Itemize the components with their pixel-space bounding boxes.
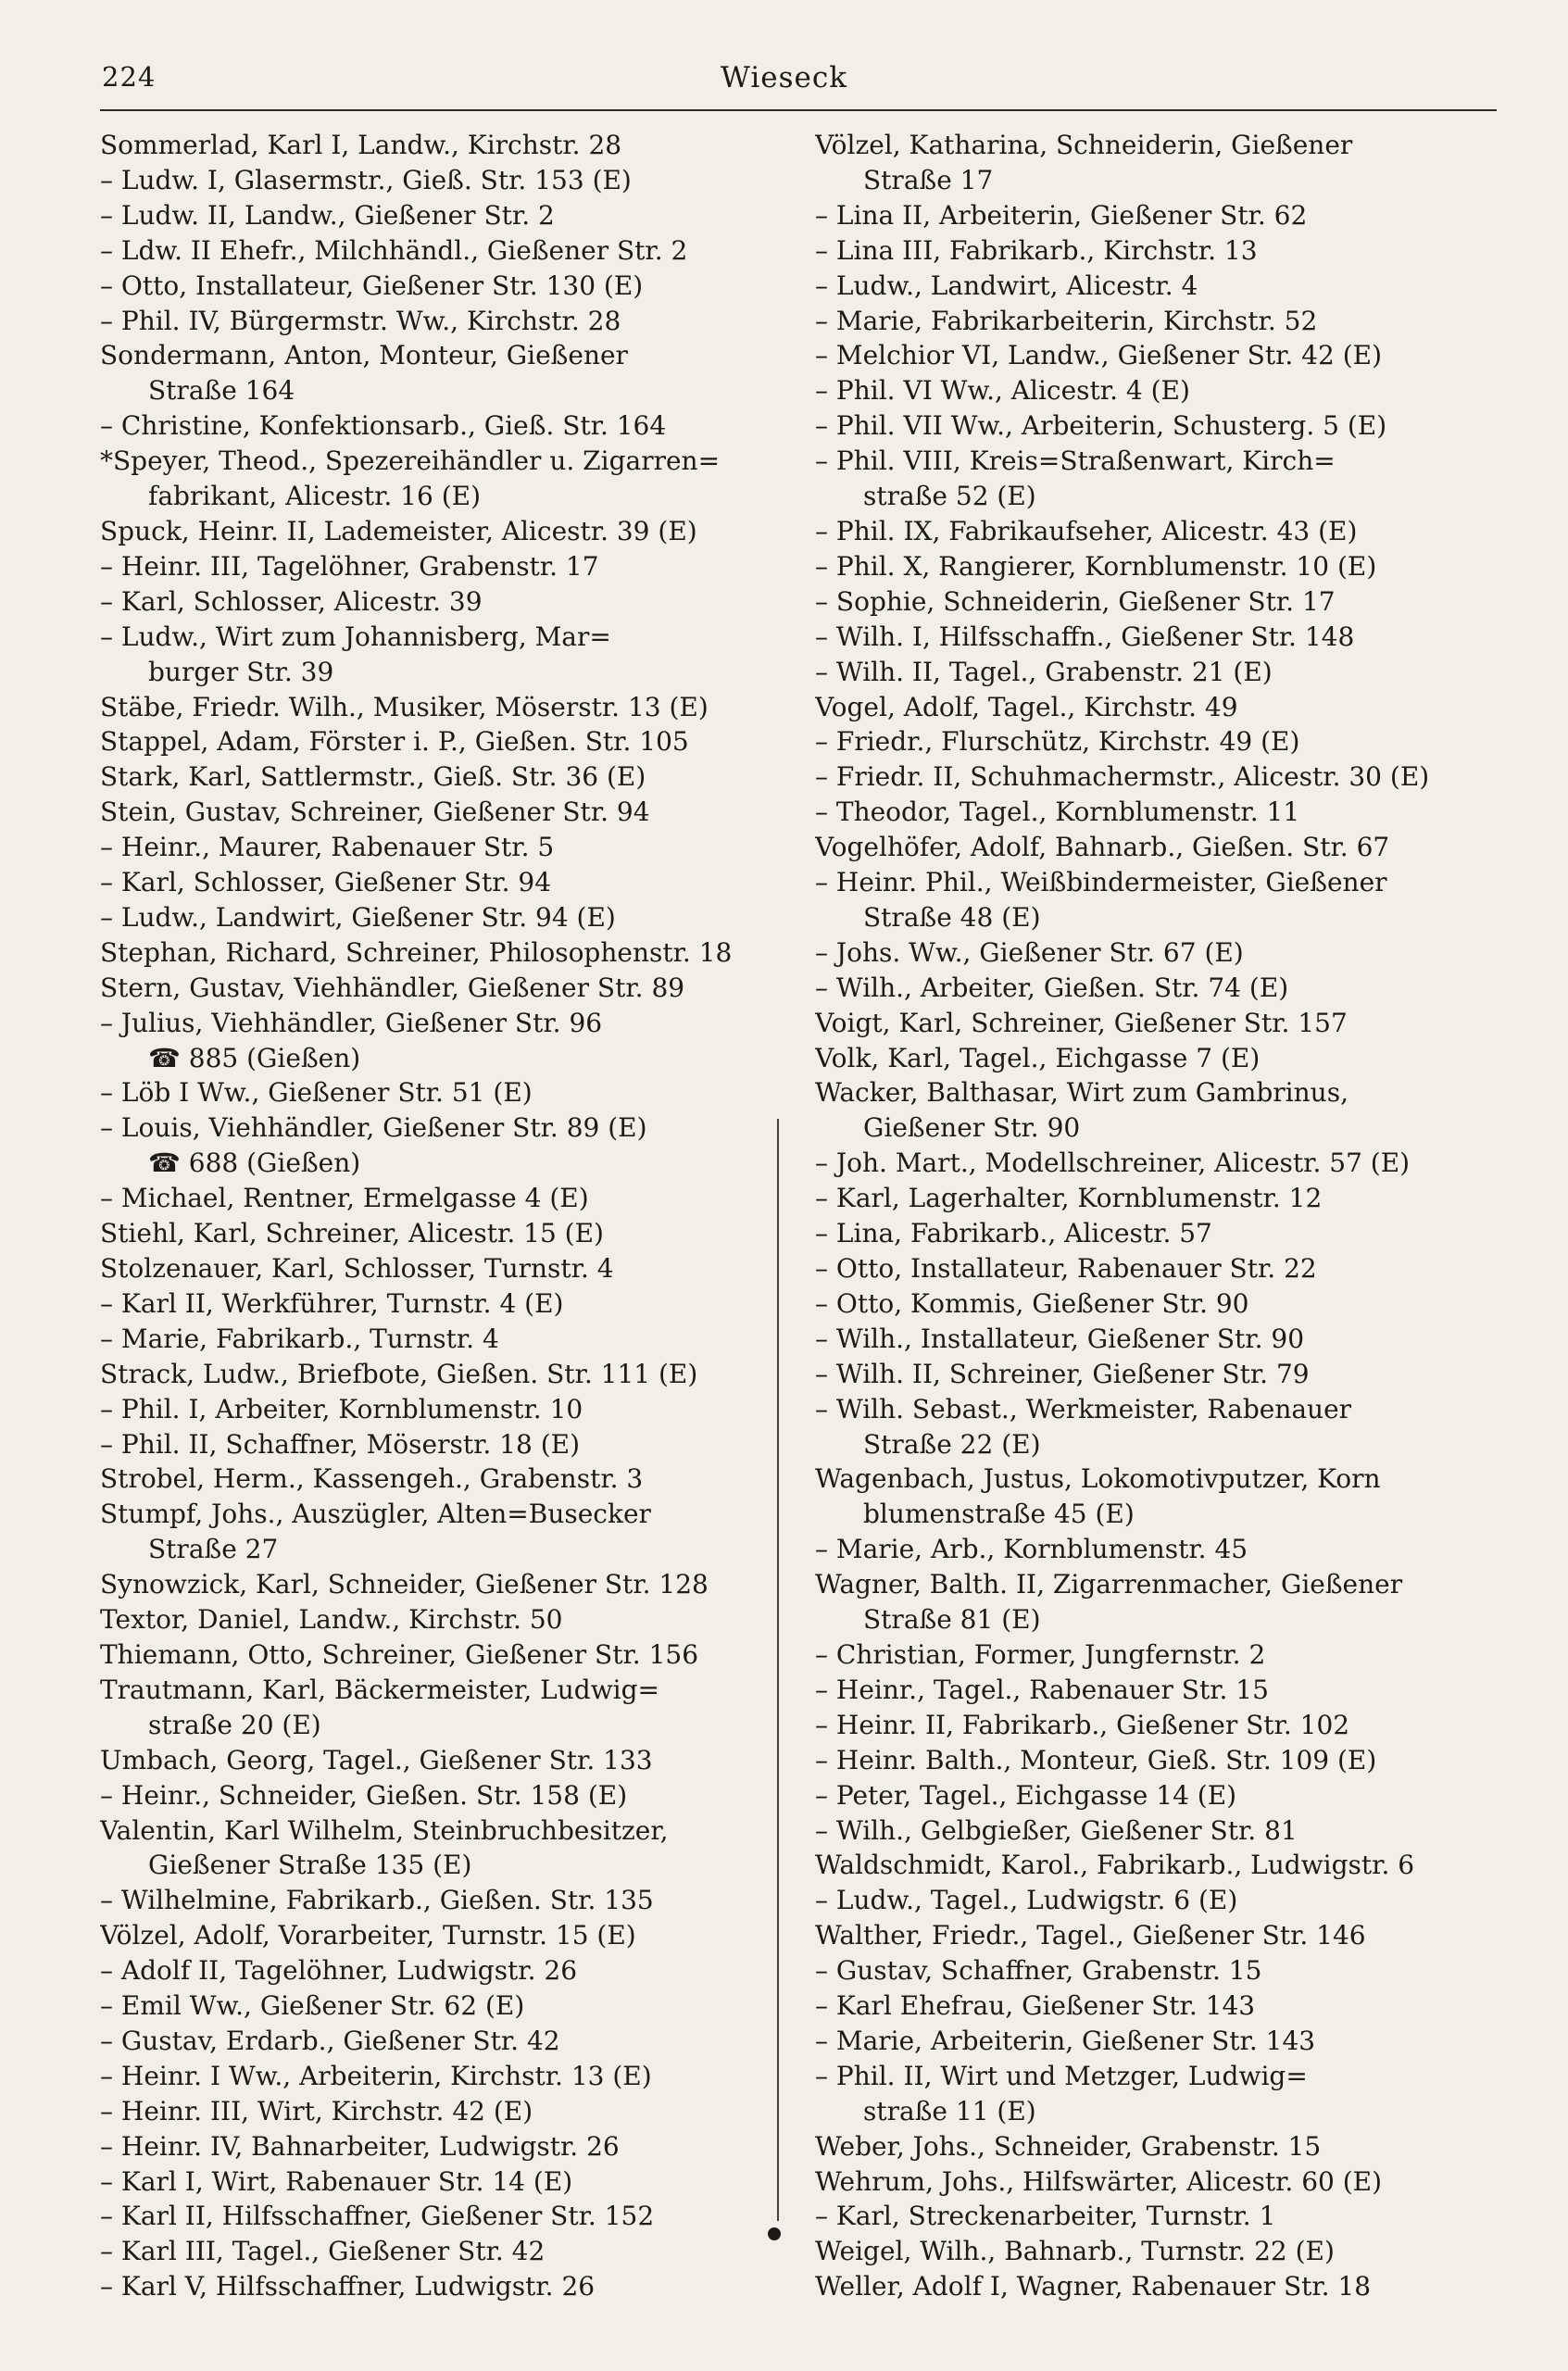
- directory-entry: Weber, Johs., Schneider, Grabenstr. 15: [815, 2130, 1322, 2162]
- directory-entry: Sommerlad, Karl I, Landw., Kirchstr. 28: [100, 130, 622, 160]
- directory-entry: Textor, Daniel, Landw., Kirchstr. 50: [100, 1604, 563, 1636]
- directory-entry: – Karl III, Tagel., Gießener Str. 42: [100, 2236, 546, 2267]
- directory-entry: – Phil. X, Rangierer, Kornblumenstr. 10 (E): [815, 550, 1377, 582]
- directory-entry: – Heinr. IV, Bahnarbeiter, Ludwigstr. 26: [100, 2130, 620, 2162]
- directory-entry: – Karl II, Hilfsschaffner, Gießener Str. 152: [100, 2201, 655, 2232]
- directory-entry: – Wilh., Arbeiter, Gießen. Str. 74 (E): [815, 972, 1289, 1003]
- directory-entry: – Ludw., Landwirt, Alicestr. 4: [815, 270, 1198, 301]
- directory-entry: Gießener Straße 135 (E): [148, 1850, 472, 1881]
- directory-entry: – Gustav, Erdarb., Gießener Str. 42: [100, 2025, 560, 2056]
- directory-entry: – Karl V, Hilfsschaffner, Ludwigstr. 26: [100, 2271, 596, 2302]
- directory-entry: – Karl, Schlosser, Alicestr. 39: [100, 585, 483, 617]
- directory-entry: Waldschmidt, Karol., Fabrikarb., Ludwigstr. 6: [815, 1850, 1415, 1881]
- directory-entry: Straße 27: [148, 1534, 279, 1565]
- directory-entry: – Heinr., Tagel., Rabenauer Str. 15: [815, 1674, 1269, 1705]
- directory-entry: – Heinr. I Ww., Arbeiterin, Kirchstr. 13 (E): [100, 2060, 652, 2091]
- directory-entry: Vogel, Adolf, Tagel., Kirchstr. 49: [815, 691, 1238, 722]
- directory-entry: – Wilh., Installateur, Gießener Str. 90: [815, 1323, 1305, 1354]
- directory-entry: Stappel, Adam, Förster i. P., Gießen. Str. 105: [100, 726, 689, 758]
- directory-entry: – Marie, Arbeiterin, Gießener Str. 143: [815, 2025, 1316, 2056]
- directory-entry: – Peter, Tagel., Eichgasse 14 (E): [815, 1779, 1237, 1811]
- directory-entry: – Otto, Installateur, Rabenauer Str. 22: [815, 1253, 1317, 1284]
- directory-entry: Stern, Gustav, Viehhändler, Gießener Str. 89: [100, 972, 685, 1003]
- directory-entry: – Wilh. Sebast., Werkmeister, Rabenauer: [815, 1393, 1352, 1424]
- directory-entry: Synowzick, Karl, Schneider, Gießener Str. 128: [100, 1569, 709, 1600]
- directory-entry: – Karl, Schlosser, Gießener Str. 94: [100, 867, 552, 898]
- directory-entry: Walther, Friedr., Tagel., Gießener Str. 146: [815, 1920, 1366, 1951]
- directory-entry: Stumpf, Johs., Auszügler, Alten=Busecker: [100, 1499, 651, 1530]
- directory-entry: Straße 17: [863, 164, 994, 195]
- directory-entry: fabrikant, Alicestr. 16 (E): [148, 481, 481, 512]
- directory-entry: – Marie, Arb., Kornblumenstr. 45: [815, 1534, 1248, 1565]
- directory-entry: ☎ 885 (Gießen): [148, 1042, 361, 1073]
- directory-entry: – Phil. II, Wirt und Metzger, Ludwig=: [815, 2060, 1308, 2091]
- directory-entry: Völzel, Katharina, Schneiderin, Gießener: [815, 130, 1353, 160]
- directory-entry: – Phil. VIII, Kreis=Straßenwart, Kirch=: [815, 445, 1336, 477]
- directory-entry: – Otto, Installateur, Gießener Str. 130 (E): [100, 270, 644, 301]
- directory-entry: straße 52 (E): [863, 481, 1036, 512]
- directory-entry: – Wilh. II, Schreiner, Gießener Str. 79: [815, 1358, 1310, 1389]
- directory-entry: – Ludw. I, Glasermstr., Gieß. Str. 153 (E): [100, 164, 632, 195]
- directory-entry: – Heinr., Maurer, Rabenauer Str. 5: [100, 832, 555, 863]
- directory-entry: – Ludw. II, Landw., Gießener Str. 2: [100, 199, 555, 231]
- directory-entry: – Joh. Mart., Modellschreiner, Alicestr. 57 (E): [815, 1148, 1411, 1179]
- directory-entry: Stolzenauer, Karl, Schlosser, Turnstr. 4: [100, 1253, 614, 1284]
- directory-entry: – Ludw., Tagel., Ludwigstr. 6 (E): [815, 1885, 1238, 1916]
- directory-entry: – Lina, Fabrikarb., Alicestr. 57: [815, 1218, 1212, 1249]
- directory-entry: Straße 164: [148, 375, 295, 407]
- directory-entry: – Marie, Fabrikarbeiterin, Kirchstr. 52: [815, 305, 1318, 336]
- column-divider: [777, 1119, 779, 2221]
- directory-entry: – Ludw., Landwirt, Gießener Str. 94 (E): [100, 901, 616, 933]
- directory-entry: Vogelhöfer, Adolf, Bahnarb., Gießen. Str. 67: [815, 832, 1390, 863]
- directory-entry: Völzel, Adolf, Vorarbeiter, Turnstr. 15 (E): [100, 1920, 636, 1951]
- directory-entry: – Heinr. III, Wirt, Kirchstr. 42 (E): [100, 2095, 533, 2126]
- directory-entry: Sondermann, Anton, Monteur, Gießener: [100, 340, 628, 371]
- directory-entry: – Phil. VII Ww., Arbeiterin, Schusterg. 5 (E): [815, 410, 1387, 442]
- page-number: 224: [102, 61, 157, 93]
- directory-entry: Straße 22 (E): [863, 1428, 1041, 1460]
- directory-entry: burger Str. 39: [148, 656, 334, 687]
- directory-entry: Gießener Str. 90: [863, 1112, 1081, 1144]
- page-title: Wieseck: [721, 61, 847, 94]
- directory-entry: Voigt, Karl, Schreiner, Gießener Str. 157: [815, 1007, 1348, 1038]
- directory-entry: – Heinr. Phil., Weißbindermeister, Gießener: [815, 867, 1387, 898]
- directory-entry: Stiehl, Karl, Schreiner, Alicestr. 15 (E): [100, 1218, 604, 1249]
- directory-entry: – Melchior VI, Landw., Gießener Str. 42 (E): [815, 340, 1382, 371]
- right-column: [815, 128, 1491, 2304]
- directory-entry: Weller, Adolf I, Wagner, Rabenauer Str. 18: [815, 2271, 1372, 2302]
- directory-entry: – Karl I, Wirt, Rabenauer Str. 14 (E): [100, 2165, 573, 2197]
- directory-entry: – Karl, Streckenarbeiter, Turnstr. 1: [815, 2201, 1276, 2232]
- directory-entry: Weigel, Wilh., Bahnarb., Turnstr. 22 (E): [815, 2236, 1335, 2267]
- directory-entry: – Friedr., Flurschütz, Kirchstr. 49 (E): [815, 726, 1300, 758]
- directory-entry: – Phil. IV, Bürgermstr. Ww., Kirchstr. 28: [100, 305, 621, 336]
- directory-entry: Wacker, Balthasar, Wirt zum Gambrinus,: [815, 1077, 1348, 1109]
- directory-entry: Spuck, Heinr. II, Lademeister, Alicestr. 39 (E): [100, 515, 697, 546]
- margin-dot: [768, 2227, 781, 2240]
- directory-entry: straße 11 (E): [863, 2095, 1036, 2126]
- directory-entry: Valentin, Karl Wilhelm, Steinbruchbesitzer,: [100, 1814, 669, 1846]
- directory-entry: – Michael, Rentner, Ermelgasse 4 (E): [100, 1183, 589, 1214]
- directory-entry: Straße 81 (E): [863, 1604, 1041, 1636]
- directory-entry: Volk, Karl, Tagel., Eichgasse 7 (E): [815, 1042, 1261, 1073]
- directory-entry: Umbach, Georg, Tagel., Gießener Str. 133: [100, 1744, 653, 1775]
- directory-entry: – Karl, Lagerhalter, Kornblumenstr. 12: [815, 1183, 1323, 1214]
- directory-entry: Stephan, Richard, Schreiner, Philosophenstr. 18: [100, 936, 733, 968]
- directory-entry: – Karl II, Werkführer, Turnstr. 4 (E): [100, 1287, 564, 1319]
- directory-entry: Stein, Gustav, Schreiner, Gießener Str. 94: [100, 797, 650, 828]
- left-column: [100, 128, 776, 2304]
- directory-entry: – Löb I Ww., Gießener Str. 51 (E): [100, 1077, 533, 1109]
- directory-entry: – Heinr. II, Fabrikarb., Gießener Str. 102: [815, 1709, 1350, 1740]
- directory-entry: – Karl Ehefrau, Gießener Str. 143: [815, 1990, 1256, 2022]
- directory-entry: – Sophie, Schneiderin, Gießener Str. 17: [815, 585, 1336, 617]
- directory-entry: Wagner, Balth. II, Zigarrenmacher, Gießener: [815, 1569, 1403, 1600]
- directory-entry: – Phil. II, Schaffner, Möserstr. 18 (E): [100, 1428, 580, 1460]
- directory-entry: – Julius, Viehhändler, Gießener Str. 96: [100, 1007, 603, 1038]
- directory-entry: – Theodor, Tagel., Kornblumenstr. 11: [815, 797, 1300, 828]
- directory-entry: – Louis, Viehhändler, Gießener Str. 89 (E): [100, 1112, 647, 1144]
- directory-entry: Straße 48 (E): [863, 901, 1041, 933]
- directory-entry: – Wilh., Gelbgießer, Gießener Str. 81: [815, 1814, 1298, 1846]
- directory-entry: – Heinr., Schneider, Gießen. Str. 158 (E): [100, 1779, 628, 1811]
- directory-entry: – Christine, Konfektionsarb., Gieß. Str. 164: [100, 410, 667, 442]
- directory-entry: – Lina III, Fabrikarb., Kirchstr. 13: [815, 234, 1258, 266]
- directory-entry: Trautmann, Karl, Bäckermeister, Ludwig=: [100, 1674, 660, 1705]
- header-rule: [100, 109, 1497, 111]
- directory-entry: – Wilh. I, Hilfsschaffn., Gießener Str. 148: [815, 621, 1355, 652]
- directory-entry: – Friedr. II, Schuhmachermstr., Alicestr. 30 (E): [815, 761, 1430, 793]
- directory-entry: – Phil. I, Arbeiter, Kornblumenstr. 10: [100, 1393, 583, 1424]
- directory-entry: Wagenbach, Justus, Lokomotivputzer, Korn: [815, 1463, 1381, 1495]
- directory-entry: – Gustav, Schaffner, Grabenstr. 15: [815, 1955, 1262, 1987]
- directory-entry: – Lina II, Arbeiterin, Gießener Str. 62: [815, 199, 1308, 231]
- directory-entry: – Adolf II, Tagelöhner, Ludwigstr. 26: [100, 1955, 578, 1987]
- directory-entry: – Otto, Kommis, Gießener Str. 90: [815, 1287, 1249, 1319]
- directory-entry: – Ldw. II Ehefr., Milchhändl., Gießener Str. 2: [100, 234, 688, 266]
- directory-entry: Strobel, Herm., Kassengeh., Grabenstr. 3: [100, 1463, 644, 1495]
- directory-entry: – Johs. Ww., Gießener Str. 67 (E): [815, 936, 1244, 968]
- directory-entry: blumenstraße 45 (E): [863, 1499, 1135, 1530]
- directory-entry: straße 20 (E): [148, 1709, 321, 1740]
- directory-entry: – Christian, Former, Jungfernstr. 2: [815, 1638, 1266, 1670]
- directory-entry: Stäbe, Friedr. Wilh., Musiker, Möserstr. 13 (E): [100, 691, 709, 722]
- directory-entry: – Phil. VI Ww., Alicestr. 4 (E): [815, 375, 1190, 407]
- directory-entry: – Emil Ww., Gießener Str. 62 (E): [100, 1990, 525, 2022]
- directory-entry: – Wilhelmine, Fabrikarb., Gießen. Str. 135: [100, 1885, 654, 1916]
- directory-entry: – Ludw., Wirt zum Johannisberg, Mar=: [100, 621, 611, 652]
- directory-entry: – Wilh. II, Tagel., Grabenstr. 21 (E): [815, 656, 1273, 687]
- directory-entry: – Heinr. III, Tagelöhner, Grabenstr. 17: [100, 550, 599, 582]
- directory-entry: Stark, Karl, Sattlermstr., Gieß. Str. 36 (E): [100, 761, 646, 793]
- directory-entry: *Speyer, Theod., Spezereihändler u. Zigarren=: [100, 445, 721, 477]
- directory-entry: – Phil. IX, Fabrikaufseher, Alicestr. 43 (E): [815, 515, 1358, 546]
- directory-entry: – Heinr. Balth., Monteur, Gieß. Str. 109 (E): [815, 1744, 1377, 1775]
- directory-entry: Thiemann, Otto, Schreiner, Gießener Str. 156: [100, 1638, 699, 1670]
- directory-entry: ☎ 688 (Gießen): [148, 1148, 361, 1179]
- directory-entry: Strack, Ludw., Briefbote, Gießen. Str. 111 (E): [100, 1358, 698, 1389]
- directory-entry: – Marie, Fabrikarb., Turnstr. 4: [100, 1323, 499, 1354]
- directory-entry: Wehrum, Johs., Hilfswärter, Alicestr. 60 (E): [815, 2165, 1383, 2197]
